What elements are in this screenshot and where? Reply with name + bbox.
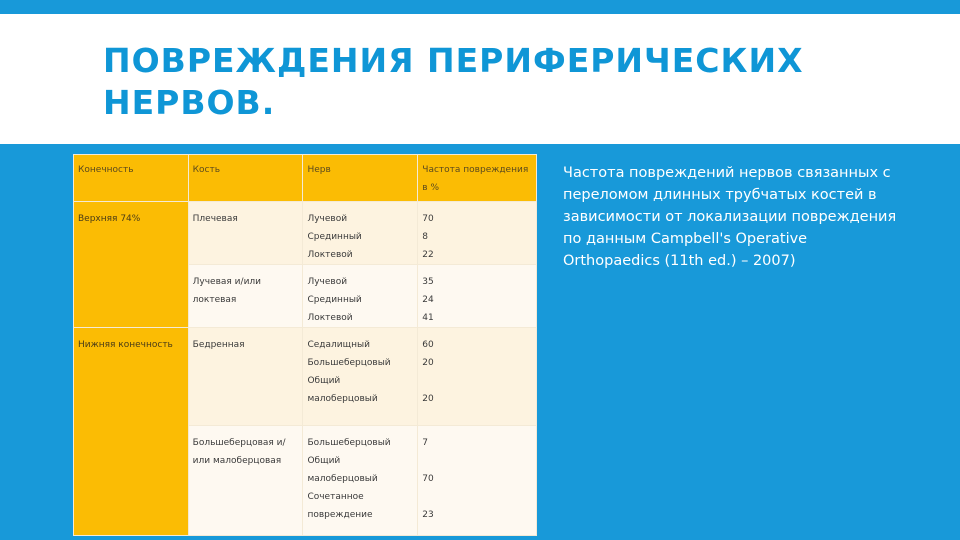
frequency-cell <box>418 426 537 536</box>
frequency-value: 35 <box>422 277 434 287</box>
frequency-value: 70 <box>422 474 434 484</box>
frequency-cell <box>418 265 537 328</box>
nerve-name: Сочетанное повреждение <box>307 492 373 520</box>
header-nerve: Нерв <box>303 155 418 202</box>
frequency-value: 41 <box>422 313 434 323</box>
limb-upper: Верхняя 74% <box>74 202 189 328</box>
nerve-name: Большеберцовый <box>307 438 391 448</box>
nerve-name: Большеберцовый <box>307 358 391 368</box>
nerve-cell <box>303 328 418 426</box>
limb-lower: Нижняя конечность <box>74 328 189 536</box>
frequency-value: 24 <box>422 295 434 305</box>
bone-cell: Лучевая и/или локтевая <box>188 265 303 328</box>
frequency-cell <box>418 328 537 426</box>
frequency-value: 20 <box>422 358 434 368</box>
bone-cell: Большеберцовая и/или малоберцовая <box>188 426 303 536</box>
nerve-name: Лучевой <box>307 214 348 224</box>
header-limb: Конечность <box>74 155 189 202</box>
frequency-value: 23 <box>422 510 434 520</box>
nerve-name: Общий малоберцовый <box>307 456 378 484</box>
frequency-value: 8 <box>422 232 429 242</box>
frequency-value: 70 <box>422 214 434 224</box>
bone-cell: Бедренная <box>188 328 303 426</box>
frequency-value: 60 <box>422 340 434 350</box>
nerve-name: Срединный <box>307 232 362 242</box>
nerve-cell <box>303 265 418 328</box>
table-row <box>74 328 537 426</box>
nerve-cell <box>303 202 418 265</box>
table-row <box>74 202 537 265</box>
frequency-value: 20 <box>422 394 434 404</box>
source-description: Частота повреждений нервов связанных с переломом длинных трубчатых костей в зависимости от локализации повреждения по данным Campbell's Operative Orthopaedics (11th ed.) – 2007) <box>563 165 897 269</box>
nerve-name: Общий малоберцовый <box>307 376 378 404</box>
nerve-name: Седалищный <box>307 340 370 350</box>
nerve-cell <box>303 426 418 536</box>
table-header-row <box>74 155 537 202</box>
frequency-value: 22 <box>422 250 434 260</box>
nerve-name: Локтевой <box>307 313 353 323</box>
bone-cell: Плечевая <box>188 202 303 265</box>
nerve-name: Срединный <box>307 295 362 305</box>
nerve-name: Лучевой <box>307 277 348 287</box>
frequency-cell <box>418 202 537 265</box>
nerve-name: Локтевой <box>307 250 353 260</box>
header-frequency: Частота повреждения в % <box>418 155 537 202</box>
nerve-injury-table-container <box>73 154 537 528</box>
frequency-value: 7 <box>422 438 429 448</box>
header-bone: Кость <box>188 155 303 202</box>
nerve-injury-table <box>73 154 537 536</box>
slide-title: ПОВРЕЖДЕНИЯ ПЕРИФЕРИЧЕСКИХ НЕРВОВ. <box>103 41 804 122</box>
